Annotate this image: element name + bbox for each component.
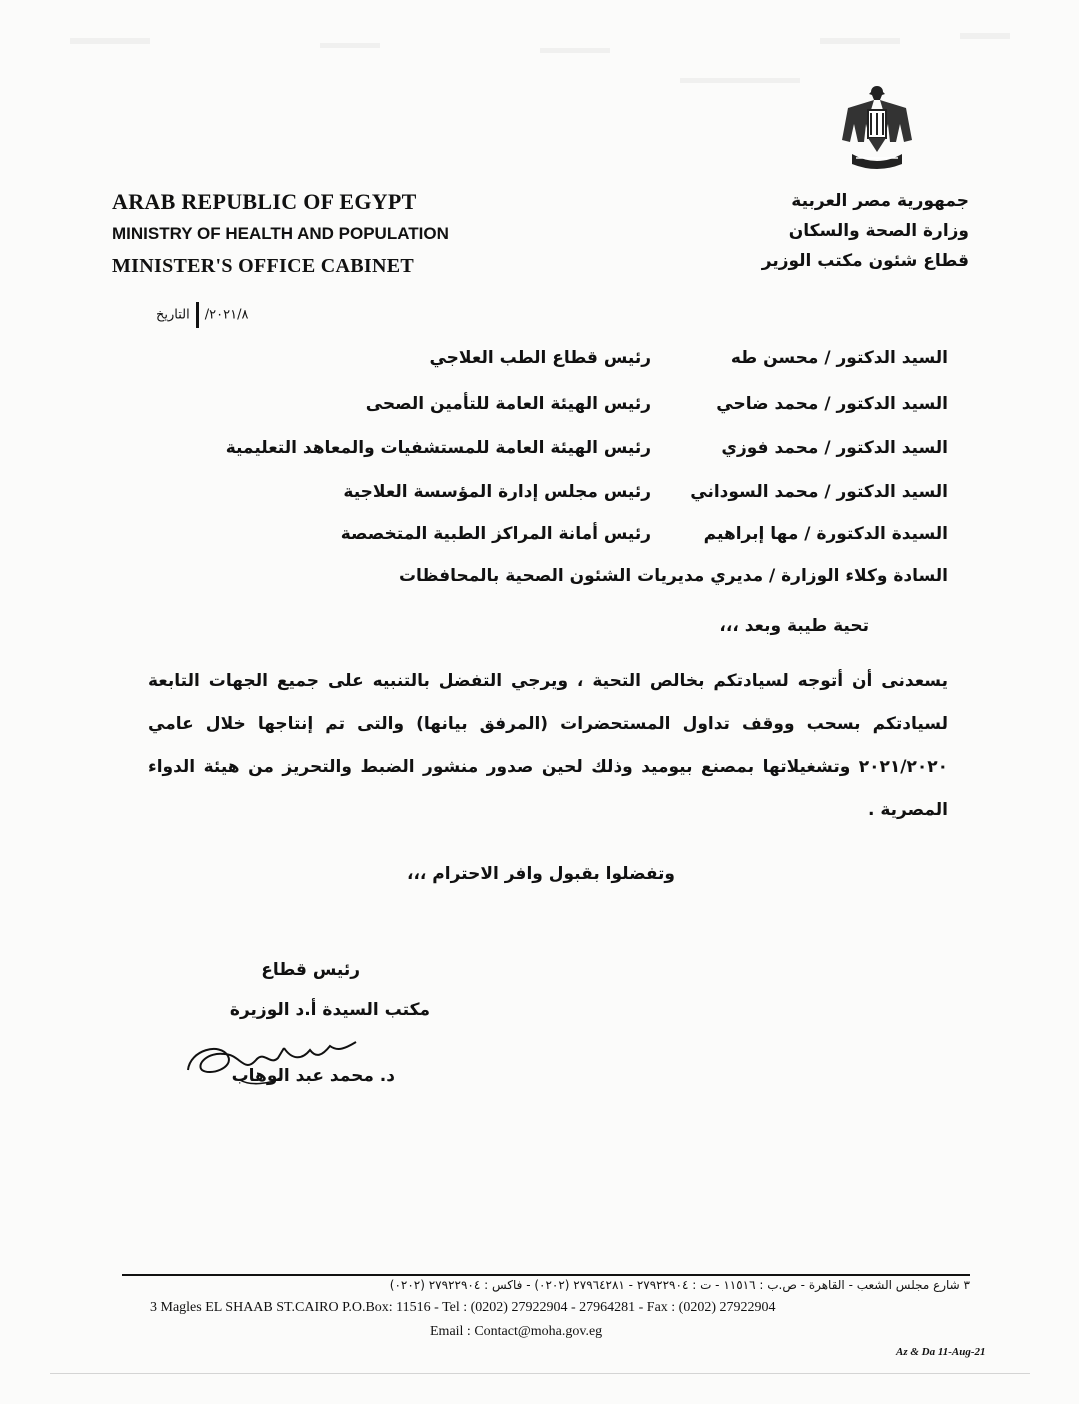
- signer-name: د. محمد عبد الوهاب: [231, 1066, 395, 1086]
- recipient-title: رئيس مجلس إدارة المؤسسة العلاجية: [343, 482, 651, 502]
- recipient-title: رئيس الهيئة العامة للتأمين الصحى: [365, 394, 651, 414]
- arabic-letterhead: [762, 186, 969, 276]
- office-name-en: MINISTER'S OFFICE CABINET: [112, 255, 415, 277]
- signature-office: مكتب السيدة أ.د الوزيرة: [229, 1000, 430, 1020]
- recipient-name: السيد الدكتور / محمد فوزي: [721, 438, 948, 458]
- date-label: التاريخ: [156, 307, 190, 323]
- footer-address-ar: ٣ شارع مجلس الشعب - القاهرة - ص.ب : ١١٥١٦ - ت : ٢٧٩٢٢٩٠٤ - ٢٧٩٦٤٢٨١ (٠٢٠٢) - فاكس : ٢٧٩٢٢٩٠٤ (٠٢٠٢): [389, 1278, 970, 1292]
- footer-address-en: 3 Magles EL SHAAB ST.CAIRO P.O.Box: 11516 - Tel : (0202) 27922904 - 27964281 - Fax : (0202) 27922904: [150, 1300, 776, 1315]
- recipient-title: رئيس أمانة المراكز الطبية المتخصصة: [340, 524, 651, 544]
- office-name-ar: قطاع شئون مكتب الوزير: [761, 251, 969, 271]
- eagle-emblem-icon: [838, 80, 916, 172]
- greeting: تحية طيبة وبعد ،،،: [719, 616, 869, 636]
- ministry-name-ar: وزارة الصحة والسكان: [788, 221, 969, 241]
- page-edge-line: [50, 1373, 1030, 1374]
- letter-body: يسعدنى أن أتوجه لسيادتكم بخالص التحية ، ويرجي التفضل بالتنبيه على جميع الجهات التابعة لسيادتكم بسحب ووقف تداول المستحضرات (المرفق بيانها) والتى تم إنتاجها خلال عامي ٢٠٢١/٢٠٢٠ وتشغيلاتها بمصنع بيوميد وذلك لحين صدور منشور الضبط والتحريز من هيئة الدواء المصرية .: [148, 671, 948, 820]
- document-code: Az & Da 11-Aug-21: [896, 1346, 986, 1358]
- recipient-title: رئيس قطاع الطب العلاجي: [429, 348, 651, 368]
- country-name-en: ARAB REPUBLIC OF EGYPT: [112, 189, 417, 214]
- date-separator: [196, 302, 199, 328]
- english-letterhead: [112, 186, 472, 282]
- recipient-name: السيدة الدكتورة / مها إبراهيم: [703, 524, 948, 544]
- signature-role: رئيس قطاع: [261, 960, 360, 980]
- date-value: ٢٠٢١/٨/: [204, 307, 249, 323]
- footer-email: Email : Contact@moha.gov.eg: [430, 1324, 603, 1339]
- recipient-name: السيد الدكتور / محمد ضاحي: [716, 394, 948, 414]
- signature-block: [200, 950, 430, 1030]
- footer-divider: [122, 1274, 970, 1276]
- closing: وتفضلوا بقبول وافر الاحترام ،،،: [406, 864, 675, 884]
- ministry-name-en: MINISTRY OF HEALTH AND POPULATION: [112, 224, 449, 243]
- recipient-title: رئيس الهيئة العامة للمستشفيات والمعاهد التعليمية: [225, 438, 651, 458]
- country-name-ar: جمهورية مصر العربية: [791, 191, 969, 211]
- recipient-name: السيد الدكتور / محمد السوداني: [690, 482, 948, 502]
- recipients-governorates: السادة وكلاء الوزارة / مديري مديريات الشئون الصحية بالمحافظات: [398, 566, 948, 586]
- letter-date: [156, 302, 248, 328]
- recipient-name: السيد الدكتور / محسن طه: [730, 348, 948, 368]
